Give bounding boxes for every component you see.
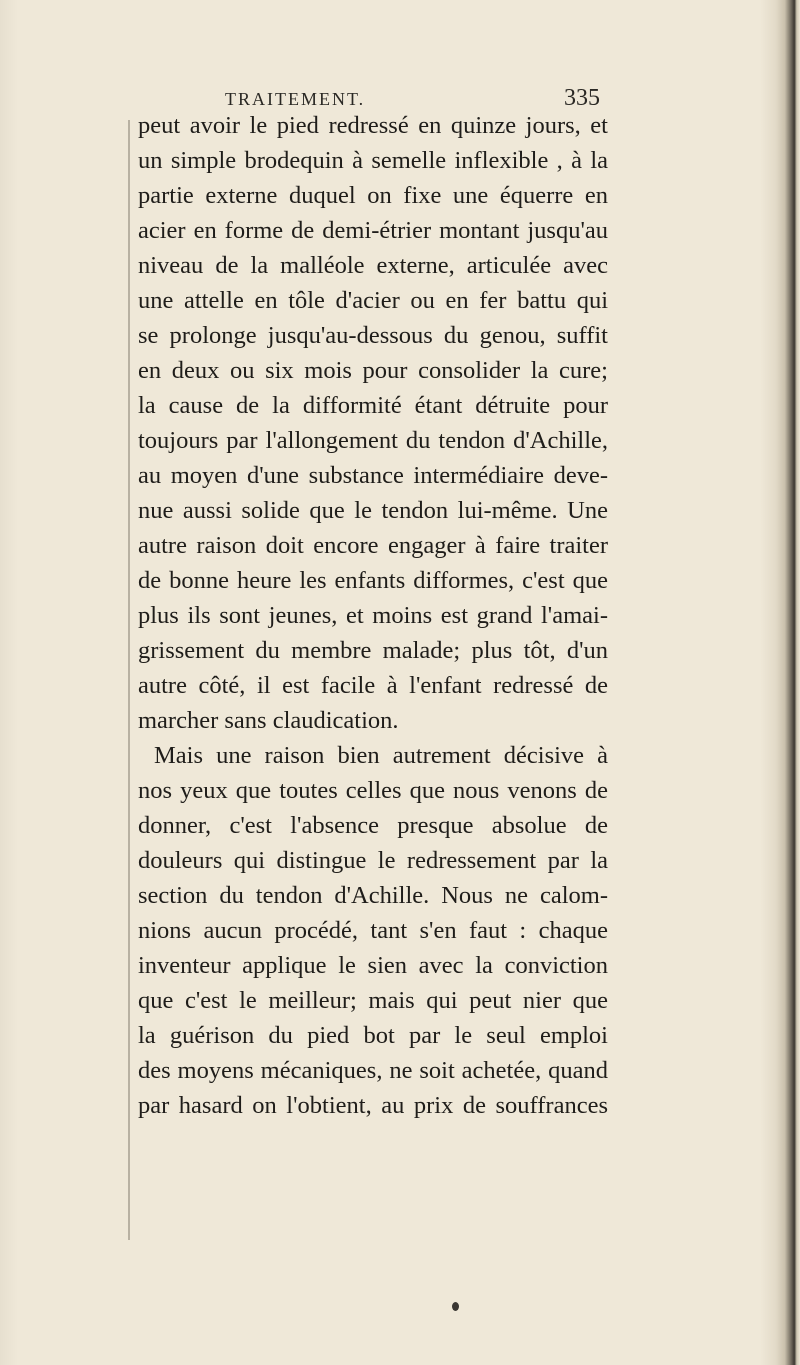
text-line: autre raison doit encore engager à faire traiter	[138, 532, 608, 559]
text-line: nue aussi solide que le tendon lui-même. Une	[138, 497, 608, 524]
text-line: donner, c'est l'absence presque absolue de	[138, 812, 608, 839]
page-number: 335	[564, 85, 600, 111]
text-line: autre côté, il est facile à l'enfant redressé de	[138, 672, 608, 699]
text-line: se prolonge jusqu'au-dessous du genou, suffit	[138, 322, 608, 349]
page-gutter-edge	[760, 0, 800, 1365]
text-line: la guérison du pied bot par le seul emploi	[138, 1022, 608, 1049]
text-line: au moyen d'une substance intermédiaire deve-	[138, 462, 608, 489]
text-line: des moyens mécaniques, ne soit achetée, quand	[138, 1057, 608, 1084]
text-line: inventeur applique le sien avec la conviction	[138, 952, 608, 979]
text-line: toujours par l'allongement du tendon d'Achille,	[138, 427, 608, 454]
text-line: par hasard on l'obtient, au prix de souffrances	[138, 1092, 608, 1119]
text-line: nions aucun procédé, tant s'en faut : chaque	[138, 917, 608, 944]
text-line: la cause de la difformité étant détruite pour	[138, 392, 608, 419]
text-line: nos yeux que toutes celles que nous venons de	[138, 777, 608, 804]
text-line: plus ils sont jeunes, et moins est grand l'amai-	[138, 602, 608, 629]
text-line: section du tendon d'Achille. Nous ne calom-	[138, 882, 608, 909]
text-line: acier en forme de demi-étrier montant jusqu'au	[138, 217, 608, 244]
text-line: peut avoir le pied redressé en quinze jours, et	[138, 112, 608, 139]
text-line: un simple brodequin à semelle inflexible , à la	[138, 147, 608, 174]
text-line: grissement du membre malade; plus tôt, d'un	[138, 637, 608, 664]
running-title: TRAITEMENT.	[225, 89, 366, 109]
ink-speck	[452, 1302, 459, 1311]
text-line: marcher sans claudication.	[138, 707, 399, 734]
text-line: de bonne heure les enfants difformes, c'est que	[138, 567, 608, 594]
paragraph-start-line: Mais une raison bien autrement décisive à	[154, 742, 608, 769]
text-line: partie externe duquel on fixe une équerre en	[138, 182, 608, 209]
text-line: une attelle en tôle d'acier ou en fer battu qui	[138, 287, 608, 314]
margin-shadow	[128, 120, 130, 1240]
text-line: douleurs qui distingue le redressement par la	[138, 847, 608, 874]
text-line: que c'est le meilleur; mais qui peut nier que	[138, 987, 608, 1014]
page-left-margin	[0, 0, 18, 1365]
text-line: en deux ou six mois pour consolider la cure;	[138, 357, 608, 384]
text-line: niveau de la malléole externe, articulée avec	[138, 252, 608, 279]
body-text	[138, 108, 608, 1123]
